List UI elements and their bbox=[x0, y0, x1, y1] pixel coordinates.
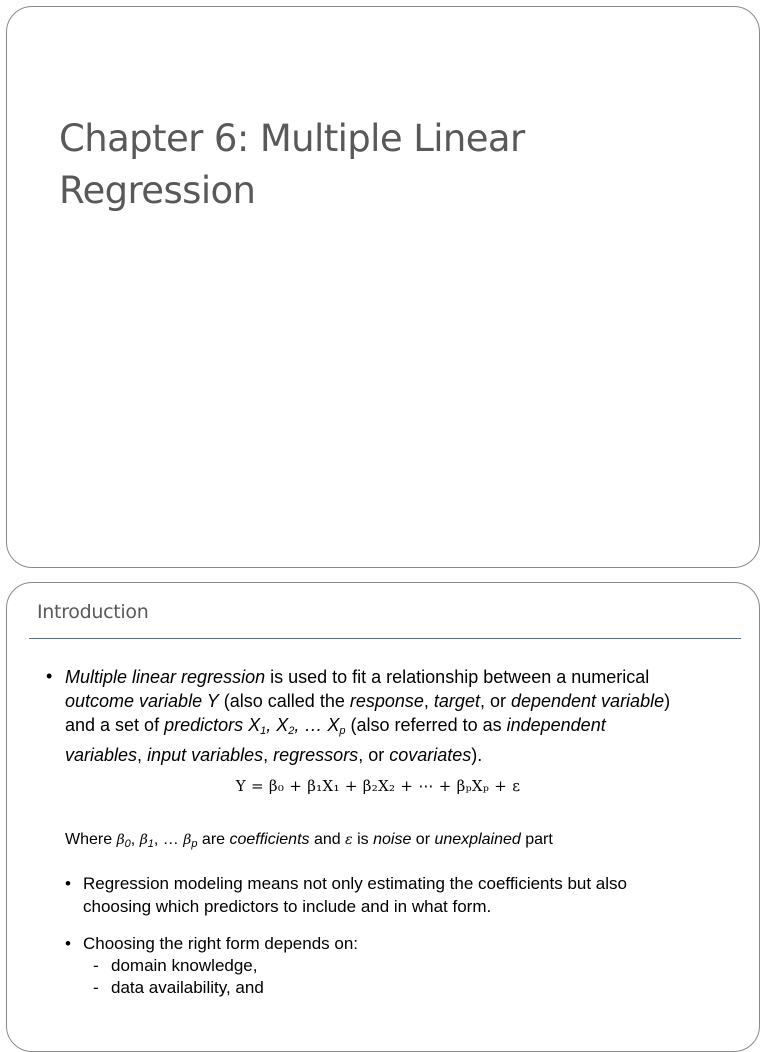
dash-item: - data availability, and bbox=[91, 977, 673, 999]
dash-item: - domain knowledge, bbox=[91, 955, 673, 977]
slide-title bbox=[6, 6, 760, 568]
bullet-icon: • bbox=[46, 666, 53, 686]
main-bullet: • Multiple linear regression is used to fit a relationship between a numerical outcome variable Y (also called the response, target, or dependent variable) and a set of predictors $X_1$, $X_2$, … $X_p$ (also referred to as independent variables, input variables, regressors, or covariates). bbox=[46, 666, 671, 765]
bullet-icon: • bbox=[65, 874, 71, 893]
bullet-icon: • bbox=[65, 934, 71, 953]
slide-body bbox=[43, 665, 673, 999]
where-line: Where $\beta_0$, $\beta_1$, … $\beta_p$ are coefficients and ε is noise or unexplained part bbox=[65, 831, 553, 850]
slide-heading: Introduction bbox=[37, 601, 149, 623]
chapter-title: Chapter 6: Multiple Linear Regression bbox=[59, 117, 525, 212]
regression-equation: Y = β₀ + β₁X₁ + β₂X₂ + ⋯ + βₚXₚ + ε bbox=[235, 777, 521, 795]
sub-bullet: • Choosing the right form depends on: bbox=[65, 934, 359, 953]
heading-divider bbox=[29, 638, 741, 639]
slide-introduction bbox=[6, 582, 760, 1052]
sub-bullet: • Regression modeling means not only estimating the coefficients but also choosing which predictors to include and in what form. bbox=[65, 874, 627, 916]
dash-list bbox=[43, 955, 673, 999]
